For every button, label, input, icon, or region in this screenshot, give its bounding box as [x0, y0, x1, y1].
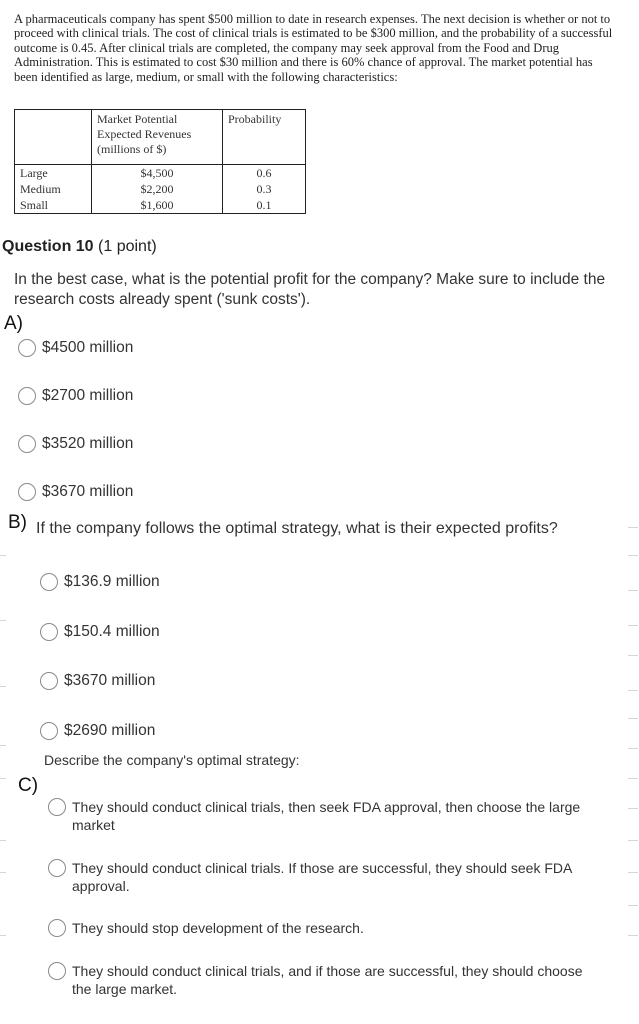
edge-tick	[628, 840, 638, 841]
option-label: $3670 million	[64, 672, 156, 689]
option-label: $4500 million	[42, 339, 134, 356]
edge-tick	[628, 905, 638, 906]
revenue-medium: $2,200	[140, 182, 174, 196]
table-body-row	[15, 165, 306, 214]
part-b-option-3[interactable]	[40, 672, 155, 690]
radio-button[interactable]	[48, 798, 66, 816]
edge-tick	[628, 748, 638, 749]
edge-tick	[0, 840, 6, 841]
prob-small: 0.1	[256, 198, 272, 212]
part-b-option-2[interactable]	[40, 623, 160, 641]
edge-tick	[628, 690, 638, 691]
edge-tick	[628, 625, 638, 626]
edge-tick	[0, 745, 6, 746]
part-a-option-3[interactable]	[18, 435, 133, 453]
edge-tick	[0, 935, 6, 936]
radio-button[interactable]	[18, 339, 36, 357]
part-a-option-4[interactable]	[18, 483, 133, 501]
header-line-2: Expected Revenues	[97, 127, 192, 141]
edge-tick	[628, 555, 638, 556]
edge-tick	[0, 872, 6, 873]
edge-tick	[0, 778, 6, 779]
option-label: They should conduct clinical trials, then seek FDA approval, then choose the large market	[72, 799, 581, 833]
option-label: $150.4 million	[64, 623, 160, 640]
option-label: $2690 million	[64, 722, 156, 739]
part-c-option-1[interactable]	[48, 798, 588, 834]
option-label: $3670 million	[42, 483, 134, 500]
table-header-row	[15, 110, 306, 165]
question-points: (1 point)	[98, 238, 157, 255]
radio-button[interactable]	[40, 573, 58, 591]
radio-button[interactable]	[40, 672, 58, 690]
option-label: $136.9 million	[64, 573, 160, 590]
part-a-option-2[interactable]	[18, 387, 133, 405]
edge-tick	[628, 872, 638, 873]
part-c-letter: C)	[18, 775, 39, 796]
option-label: They should stop development of the research.	[72, 920, 364, 936]
table-probability-cell	[223, 165, 306, 214]
question-title	[2, 238, 157, 256]
part-c-option-2[interactable]	[48, 859, 588, 895]
edge-tick	[628, 655, 638, 656]
edge-tick	[628, 527, 638, 528]
edge-tick	[628, 590, 638, 591]
table-header-revenue	[92, 110, 223, 165]
table-revenue-cell	[92, 165, 223, 214]
part-c-option-4[interactable]	[48, 962, 588, 998]
header-line-1: Market Potential	[97, 112, 178, 126]
prob-medium: 0.3	[256, 182, 272, 196]
edge-tick	[0, 686, 6, 687]
part-a-letter: A)	[4, 313, 23, 334]
question-number: Question 10	[2, 238, 94, 255]
edge-tick	[628, 808, 638, 809]
radio-button[interactable]	[40, 623, 58, 641]
table-header-probability: Probability	[223, 110, 306, 165]
part-b-question: If the company follows the optimal strategy, what is their expected profits?	[36, 520, 558, 537]
part-a-option-1[interactable]	[18, 339, 133, 357]
problem-statement: A pharmaceuticals company has spent $500 million to date in research expenses. The next decision is whether or not to proceed with clinical trials. The cost of clinical trials is estimated to be $300 million, and the probability of a successful outcome is 0.45. After clinical trials are completed, the company may seek approval from the Food and Drug Administration. This is estimated to cost $30 million and there is 60% chance of approval. The market potential has been identified as large, medium, or small with the following characteristics:	[14, 12, 613, 84]
edge-tick	[628, 778, 638, 779]
market-potential-table	[14, 109, 306, 214]
radio-button[interactable]	[18, 435, 36, 453]
part-c-describe: Describe the company's optimal strategy:	[44, 752, 300, 768]
row-label-large: Large	[20, 166, 48, 180]
edge-tick	[628, 935, 638, 936]
radio-button[interactable]	[48, 962, 66, 980]
edge-tick	[0, 620, 6, 621]
part-b-option-1[interactable]	[40, 573, 160, 591]
table-header-blank	[15, 110, 92, 165]
edge-tick	[628, 718, 638, 719]
radio-button[interactable]	[48, 919, 66, 937]
part-b-option-4[interactable]	[40, 722, 155, 740]
option-label: They should conduct clinical trials. If those are successful, they should seek FDA approval.	[72, 860, 572, 894]
row-label-small: Small	[20, 198, 49, 212]
part-c-option-3[interactable]	[48, 919, 588, 937]
question-text: In the best case, what is the potential profit for the company? Make sure to include the research costs already spent ('sunk costs').	[14, 271, 606, 308]
revenue-small: $1,600	[140, 198, 174, 212]
radio-button[interactable]	[40, 722, 58, 740]
option-label: $2700 million	[42, 387, 134, 404]
radio-button[interactable]	[48, 859, 66, 877]
row-label-medium: Medium	[20, 182, 61, 196]
edge-tick	[0, 555, 6, 556]
header-line-3: (millions of $)	[97, 142, 167, 156]
table-labels-cell	[15, 165, 92, 214]
revenue-large: $4,500	[140, 166, 174, 180]
radio-button[interactable]	[18, 483, 36, 501]
prob-large: 0.6	[256, 166, 272, 180]
part-b-letter: B)	[8, 512, 27, 533]
option-label: They should conduct clinical trials, and if those are successful, they should choose the large market.	[72, 963, 583, 997]
option-label: $3520 million	[42, 435, 134, 452]
radio-button[interactable]	[18, 387, 36, 405]
